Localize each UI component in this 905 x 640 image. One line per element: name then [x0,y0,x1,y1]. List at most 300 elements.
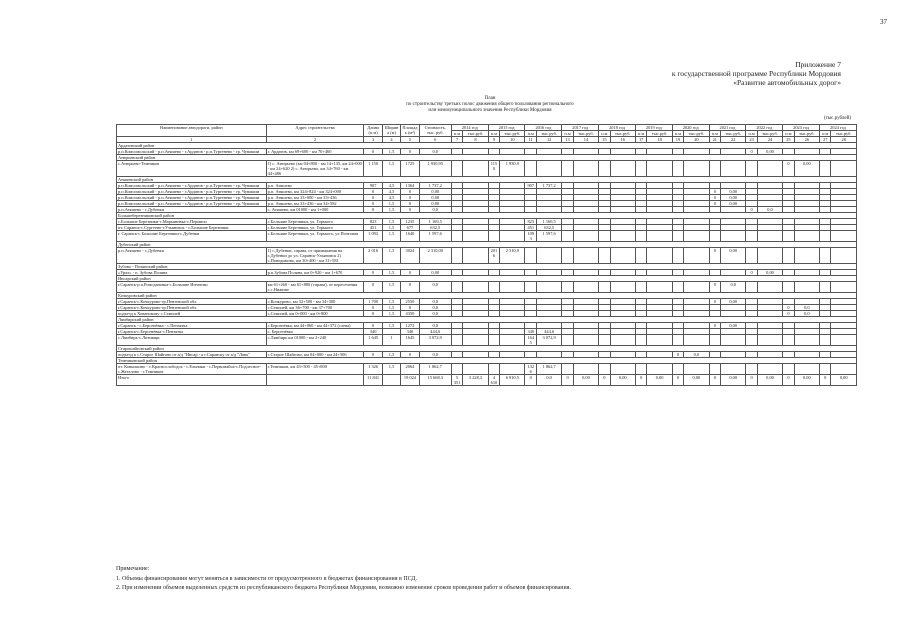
column-number: 10 [500,137,525,143]
year-rub [573,335,598,346]
year-rub [500,335,525,346]
total-row [117,375,857,386]
column-number: 23 [746,137,758,143]
year-pm [451,231,463,242]
width: 1,5 [382,219,400,225]
width: 1,5 [382,364,400,375]
address: г. Ардатов, км 69+600 - км 70+460 [266,149,364,155]
column-number: 16 [610,137,635,143]
year-rub [721,335,746,346]
length: 1 700 [364,299,382,305]
year-rub [721,161,746,177]
year-rub [794,364,819,375]
total-value: 0,00 [721,375,746,386]
year-pm [525,161,537,177]
year-rub [684,335,709,346]
column-number: 17 [635,137,647,143]
year-rub [463,231,488,242]
total-value: 0 [709,375,721,386]
area: 4350 [401,311,419,317]
total-value: 0 [746,375,758,386]
length: 1 326 [364,364,382,375]
year-rub: 0,00 [757,270,782,276]
cost: 0,0 [419,352,451,358]
year-pm: 907 [525,183,537,189]
header-pm: п.м [746,131,758,137]
road-name: «Урал» - п. Зубова Поляна [117,270,267,276]
year-rub [610,364,635,375]
year-pm [709,231,721,242]
year-pm [672,364,684,375]
year-pm [746,335,758,346]
year-pm [635,364,647,375]
total-length: 11 841 [364,375,382,386]
section-title: Инсарский район [117,276,857,282]
year-rub [684,364,709,375]
column-number: 9 [488,137,500,143]
year-pm [562,282,574,293]
header-address: Адрес строительства [266,125,364,137]
road-name: г.Саранск - с.Берсенёвка - с.Пензятка [117,323,267,329]
road-name: г.Саранск-с.Берсенёвка-с.Пензятка [117,329,267,335]
total-value: 0,00 [573,375,598,386]
year-rub [573,161,598,177]
year-rub: 2 310,0 [500,248,525,264]
column-number: 18 [647,137,672,143]
header-area: Площадь (м²) [402,125,418,135]
width: 1,5 [382,207,400,213]
year-pm [488,282,500,293]
total-value: 0,00 [831,375,857,386]
header-pm: п.м [635,131,647,137]
header-pm: п.м [599,131,611,137]
header-year: 2023 год [783,125,820,131]
year-pm [562,364,574,375]
year-rub: 0,0 [794,311,819,317]
year-rub [463,161,488,177]
total-value: 0,0 [536,375,561,386]
column-number: 19 [672,137,684,143]
column-number: 5 [401,137,419,143]
area: 1640 [401,231,419,242]
header-rub: тыс.руб. [573,131,598,137]
year-rub [794,231,819,242]
header-pm: п.м [451,131,463,137]
length: 0 [364,270,382,276]
total-value: 3 228,3 [463,375,488,386]
address: с.Семилей, км 36+700 - км 37+700 [266,305,364,311]
year-rub [684,161,709,177]
title-line-2: по строительству третьих полос движения общего пользования регионального [406,102,574,107]
column-number: 24 [757,137,782,143]
header-year: 2024 год [819,125,856,131]
road-name: г. Саранск-с.Большие Березники-с.Дубенки [117,231,267,242]
header-pm: п.м [672,131,684,137]
year-pm: 1326 [525,364,537,375]
length: 2 016 [364,248,382,264]
plan-table [116,124,857,386]
year-rub [536,248,561,264]
year-pm [819,248,831,264]
year-rub [647,231,672,242]
year-rub [573,248,598,264]
header-name: Наименование автодороги, район [117,125,267,137]
year-pm [635,231,647,242]
year-rub [500,282,525,293]
width: 1,5 [382,161,400,177]
plan-title [330,96,650,114]
length: 1 645 [364,335,382,346]
width: 1,5 [382,282,400,293]
year-rub: 632,5 [536,225,561,231]
page-number: 37 [880,18,887,26]
year-rub: 1 737,2 [536,183,561,189]
year-pm [783,364,795,375]
address: с.Кочкурово, км 32+500 - км 34+300 [266,299,364,305]
year-rub [536,282,561,293]
header-cost: Стоимость, тыс. руб. [419,125,451,137]
column-number: 6 [419,137,451,143]
cost: 1 737,2 [419,183,451,189]
year-pm: 0 [746,207,758,213]
cost: 444,6 [419,329,451,335]
title-line-1: План [484,96,496,101]
year-rub [757,282,782,293]
cost: 0,0 [419,149,451,155]
column-number: 7 [451,137,463,143]
width: 1,5 [382,299,400,305]
table-row [117,161,857,177]
year-rub: 0,00 [757,149,782,155]
year-pm: 1150 [488,161,500,177]
notes [116,565,876,594]
total-value: 4 610 [488,375,500,386]
year-pm [783,231,795,242]
column-number: 14 [573,137,598,143]
length: 0 [364,201,382,207]
year-pm: 0 [709,201,721,207]
width: 1,5 [382,323,400,329]
area: 0 [401,282,419,293]
year-pm [599,248,611,264]
year-pm: 0 [709,323,721,329]
address: 1) с.Дубенки, справа, от примыкания на с.Дубенки до ул. Саранск-Ульяновск 2) с.Поводимово, км 30+400 - км 31+581 [266,248,364,264]
cost: 2 310,00 [419,248,451,264]
area: 0 [401,270,419,276]
year-rub [500,364,525,375]
column-number: 1 [117,137,267,143]
year-rub: 0,00 [721,195,746,201]
width: 4,5 [382,183,400,189]
year-pm: 0 [783,305,795,311]
header-rub: тыс.руб. [684,131,709,137]
year-rub [610,231,635,242]
section-title: Большеберезниковский район [117,213,857,219]
year-rub [684,248,709,264]
table-row [117,364,857,375]
year-pm [562,248,574,264]
column-number: 28 [831,137,857,143]
road-name: р.п.Комсомольский - р.п.Атяшево - г.Ардатов - р.п.Тургенево - гр. Чувашии [117,183,267,189]
year-rub: 0,00 [721,201,746,207]
year-pm [599,364,611,375]
year-rub [757,364,782,375]
address: 1) с. Атюрьево (км 04+800 - км 14+135, км 24+000 - км 24+620 2) с. Атюрьево, км 34+760 - км 44+486 [266,161,364,177]
appendix-line-3: «Развитие автомобильных дорог» [733,78,841,87]
year-rub [757,248,782,264]
area: 2064 [401,364,419,375]
header-year: 2015 год [488,125,525,131]
header-pm: п.м [819,131,831,137]
year-rub: 0,0 [684,352,709,358]
cost: 1 169,5 [419,219,451,225]
year-rub [831,364,857,375]
width: 1,5 [382,311,400,317]
width: 1,5 [382,149,400,155]
year-pm [819,364,831,375]
address: км 61+260 - км 61+880 (справа), от пересечения с.с.Нижние [266,282,364,293]
year-pm: 0 [709,282,721,293]
column-number: 8 [463,137,488,143]
year-pm [819,161,831,177]
year-rub: 444,6 [536,329,561,335]
section-title: Темниковский район [117,358,857,364]
year-pm [635,161,647,177]
year-pm [783,282,795,293]
area: 0 [401,195,419,201]
length: 0 [364,311,382,317]
year-rub [610,248,635,264]
width: 1,5 [382,231,400,242]
year-rub: 1 930,9 [500,161,525,177]
header-pm: п.м [783,131,795,137]
year-rub [831,161,857,177]
address: г.Темников, км 43+500 - 45+800 [266,364,364,375]
column-number: 13 [562,137,574,143]
year-pm [562,231,574,242]
cost: 1 930,95 [419,161,451,177]
cost: 632,5 [419,225,451,231]
header-rub: тыс.руб. [831,131,857,137]
address: р.п.Зубова Поляна, км 0+920 - км 1+670 [266,270,364,276]
cost: 0,0 [419,207,451,213]
year-rub [610,161,635,177]
year-pm: 0 [783,311,795,317]
year-rub [463,335,488,346]
header-rub: тыс.руб. [536,131,561,137]
header-pm: п.м [488,131,500,137]
year-pm [599,161,611,177]
length: 0 [364,195,382,201]
header-year: 2016 год [525,125,562,131]
year-rub: 0,00 [721,248,746,264]
road-name: с.Большие Березники-с.Марьяновка-с.Пермиси [117,219,267,225]
notes-label: Примечание: [116,566,150,572]
header-rub: тыс.руб. [794,131,819,137]
table-row [117,335,857,346]
width: 4,5 [382,195,400,201]
year-pm [451,248,463,264]
header-pm: п.м [562,131,574,137]
header-rub: тыс.руб. [500,131,525,137]
table-row [117,231,857,242]
year-rub [794,248,819,264]
column-number: 15 [599,137,611,143]
year-rub [757,231,782,242]
column-number: 25 [783,137,795,143]
area: 0 [401,149,419,155]
address: с.Берсенёвка, км 44+060 - км 44+372 (слева) [266,323,364,329]
road-name: р.п.Комсомольский - р.п.Атяшево - г.Ардатов - р.п.Тургенево - гр. Чувашии [117,201,267,207]
year-pm [746,161,758,177]
section-title: Атюрьевский район [117,155,857,161]
area: 0 [401,201,419,207]
address: р.п. Атяшево, км 33+000 - км 33+436 [266,195,364,201]
total-width [382,375,400,386]
address: с.Большие Березники, ул. Горького [266,219,364,225]
total-value: 0 [783,375,795,386]
area: 0 [401,189,419,195]
area: 340 [401,329,419,335]
year-pm [746,282,758,293]
area: 1364 [401,183,419,189]
year-pm: 0 [746,149,758,155]
area: 2550 [401,299,419,305]
year-rub [757,161,782,177]
header-rub: тыс.руб. [647,131,672,137]
year-rub: 1 862,7 [536,364,561,375]
year-rub [647,248,672,264]
header-year: 2020 год [672,125,709,131]
length: 0 [364,352,382,358]
cost: 0,0 [419,299,451,305]
year-rub: 0,0 [794,305,819,311]
year-pm [599,335,611,346]
year-rub [684,231,709,242]
year-pm [746,248,758,264]
year-rub [647,282,672,293]
width: 1,5 [382,201,400,207]
road-name: с.Атюрьево-Темников [117,161,267,177]
unit-label: (тыс.рублей) [823,116,851,121]
year-rub [610,335,635,346]
year-rub [647,335,672,346]
address: с.Старое Шайгово, км 04+000 - км 24+506 [266,352,364,358]
length: 0 [364,305,382,311]
total-value: 0,00 [647,375,672,386]
total-area: 19 024 [401,375,419,386]
year-rub [500,231,525,242]
year-pm [672,282,684,293]
year-pm [451,282,463,293]
year-rub: 0,0 [757,207,782,213]
year-rub [831,335,857,346]
year-pm [635,335,647,346]
header-rub: тыс.руб. [610,131,635,137]
year-pm: 451 [525,225,537,231]
length: 340 [364,329,382,335]
length: 823 [364,219,382,225]
width: 4,5 [382,189,400,195]
year-pm [672,161,684,177]
road-name: г.Саранск-с.Кочкурово-гр.Пензенской обл. [117,305,267,311]
year-pm [672,231,684,242]
column-number: 3 [364,137,382,143]
year-pm: 2016 [488,248,500,264]
year-pm: 0 [709,299,721,305]
header-year: 2022 год [746,125,783,131]
column-number: 27 [819,137,831,143]
total-value: 0 [525,375,537,386]
year-rub [536,161,561,177]
total-value: 0 [819,375,831,386]
section-title: Ардатовский район [117,143,857,149]
year-rub: 1 597,6 [536,231,561,242]
total-value: 0 [562,375,574,386]
year-pm [783,335,795,346]
year-pm: 0 [709,195,721,201]
area: 0 [401,305,419,311]
year-rub [610,282,635,293]
section-title: Атяшевский район [117,177,857,183]
year-pm: 0 [672,352,684,358]
column-number: 4 [382,137,400,143]
area: 0 [401,352,419,358]
road-name: р.п.Атяшево - с.Дубенки [117,207,267,213]
address: с. Атяшево, км 01000 - км 1+000 [266,207,364,213]
header-year: 2019 год [635,125,672,131]
header-year: 2018 год [599,125,636,131]
road-name: р.п.Комсомольский - р.п.Атяшево - г.Ардатов - р.п.Тургенево - гр. Чувашии [117,149,267,155]
address: р.п. Атяшево, км 33+436 - км 34+582 [266,201,364,207]
road-name: г.Саранск-р.п.Ромодановка-с.Большие Игнатово [117,282,267,293]
total-label: Итого [117,375,267,386]
length: 451 [364,225,382,231]
cost: 0,0 [419,323,451,329]
header-rub: тыс.руб. [757,131,782,137]
year-pm [672,248,684,264]
length: 0 [364,323,382,329]
header-year: 2014 год [451,125,488,131]
total-value: 5 351 [451,375,463,386]
appendix-header [581,60,841,87]
year-pm [635,282,647,293]
address: с.Большие Березники, ул. Горького, ул.Почтовая [266,231,364,242]
year-rub: 0,00 [794,161,819,177]
road-name: с.Лямбирь-с.Литивщи [117,335,267,346]
year-pm [599,282,611,293]
year-rub [463,364,488,375]
cost: 1 862,7 [419,364,451,375]
year-rub [721,231,746,242]
section-title: Старошайговский район [117,346,857,352]
total-cost: 15 668,3 [419,375,451,386]
year-pm [488,231,500,242]
road-name: подъезд к с.Старое Шайгово от а/д "Инсар - к г.Саранску от а/д "Лава" [117,352,267,358]
header-length: Длина (п.м) [364,125,382,137]
total-value: 6 910,5 [500,375,525,386]
area: 1272 [401,323,419,329]
year-pm: 1093 [525,231,537,242]
year-rub [463,248,488,264]
column-number: 2 [266,137,364,143]
table-row [117,282,857,293]
cost: 1 597,6 [419,231,451,242]
year-rub [463,282,488,293]
cost: 0,0 [419,305,451,311]
header-width: Ширина (м) [382,125,400,137]
width: 1,5 [382,225,400,231]
